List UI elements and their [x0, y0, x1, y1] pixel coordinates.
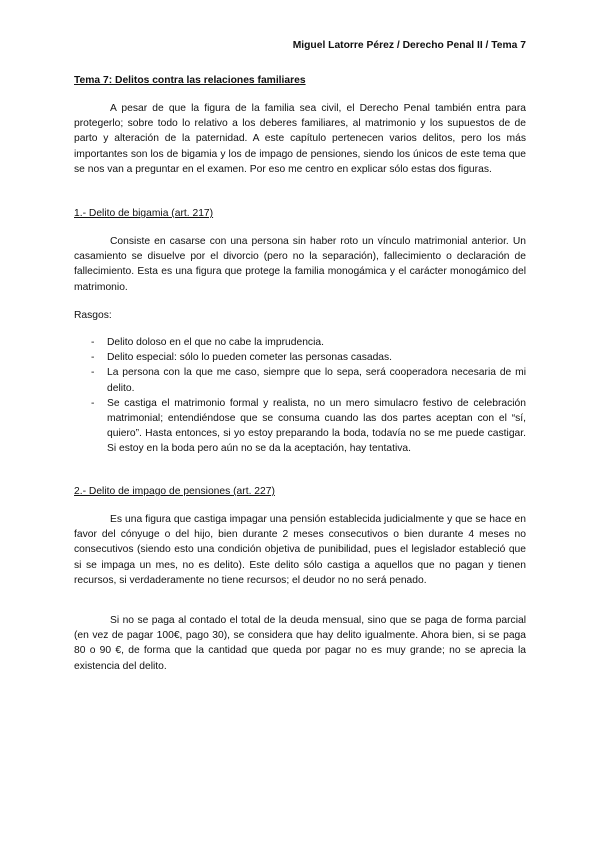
- list-item: - Delito especial: sólo lo pueden cometer las personas casadas.: [91, 352, 393, 364]
- section-2-paragraph-2: Si no se paga al contado el total de la deuda mensual, sino que se paga de forma parcial (en vez de pagar 100€, pago 30), se considera que hay delito igualmente. Ahora bien, si se paga 80 o 90 €, de forma que la cantidad que queda por pagar no es muy grande; no se aprecia la existencia del delito.: [74, 615, 526, 672]
- document-page: [74, 0, 526, 848]
- list-item: - Se castiga el matrimonio formal y realista, no un mero simulacro festivo de celebración matrimonial; entendiéndose que se consuma cuando las dos partes aceptan con el “sí, quiero”. Hasta entonces, si yo estoy preparando la boda, todavía no se me puede castigar. Si estoy en la boda pero aún no se da la aceptación, hay tentativa.: [91, 397, 526, 455]
- section-1-paragraph: Consiste en casarse con una persona sin haber roto un vínculo matrimonial anterior. Un casamiento se disuelve por el divorcio (pero no la separación), fallecimiento o declaración de fallecimiento. Esta es una figura que protege la familia monogámica y el carácter monogámico del matrimonio.: [74, 236, 526, 293]
- list-item: - Delito doloso en el que no cabe la imprudencia.: [91, 337, 324, 348]
- rasgos-label: Rasgos:: [74, 310, 112, 321]
- document-title: Tema 7: Delitos contra las relaciones familiares: [74, 75, 306, 86]
- list-item: - La persona con la que me caso, siempre que lo sepa, será cooperadora necesaria de mi delito.: [91, 367, 526, 394]
- intro-paragraph: A pesar de que la figura de la familia sea civil, el Derecho Penal también entra para protegerlo; sobre todo lo relativo a los deberes familiares, al matrimonio y los supuestos de de parto y alteración de la paternidad. A este capítulo pertenecen varios delitos, pero los más importantes son los de bigamia y los de impago de pensiones, siendo los únicos de este tema que se nos van a preguntar en el examen. Por eso me centro en explicar sólo estas dos figuras.: [74, 103, 526, 175]
- section-1-heading: 1.- Delito de bigamia (art. 217): [74, 208, 214, 219]
- page-header: Miguel Latorre Pérez / Derecho Penal II / Tema 7: [292, 40, 526, 51]
- section-2-paragraph-1: Es una figura que castiga impagar una pensión establecida judicialmente y que se hace en favor del cónyuge o del hijo, bien durante 2 meses consecutivos o bien durante 4 meses no consecutivos (siendo esto una condición objetiva de punibilidad, pues el legislador estableció que si se impaga un mes, no es delito). Este delito sólo castiga a aquellos que no pagan y tienen recursos, si verdaderamente no tiene recursos; el deudor no no será penado.: [74, 514, 526, 586]
- section-2-heading: 2.- Delito de impago de pensiones (art. 227): [74, 486, 275, 497]
- rasgos-list: [74, 335, 526, 457]
